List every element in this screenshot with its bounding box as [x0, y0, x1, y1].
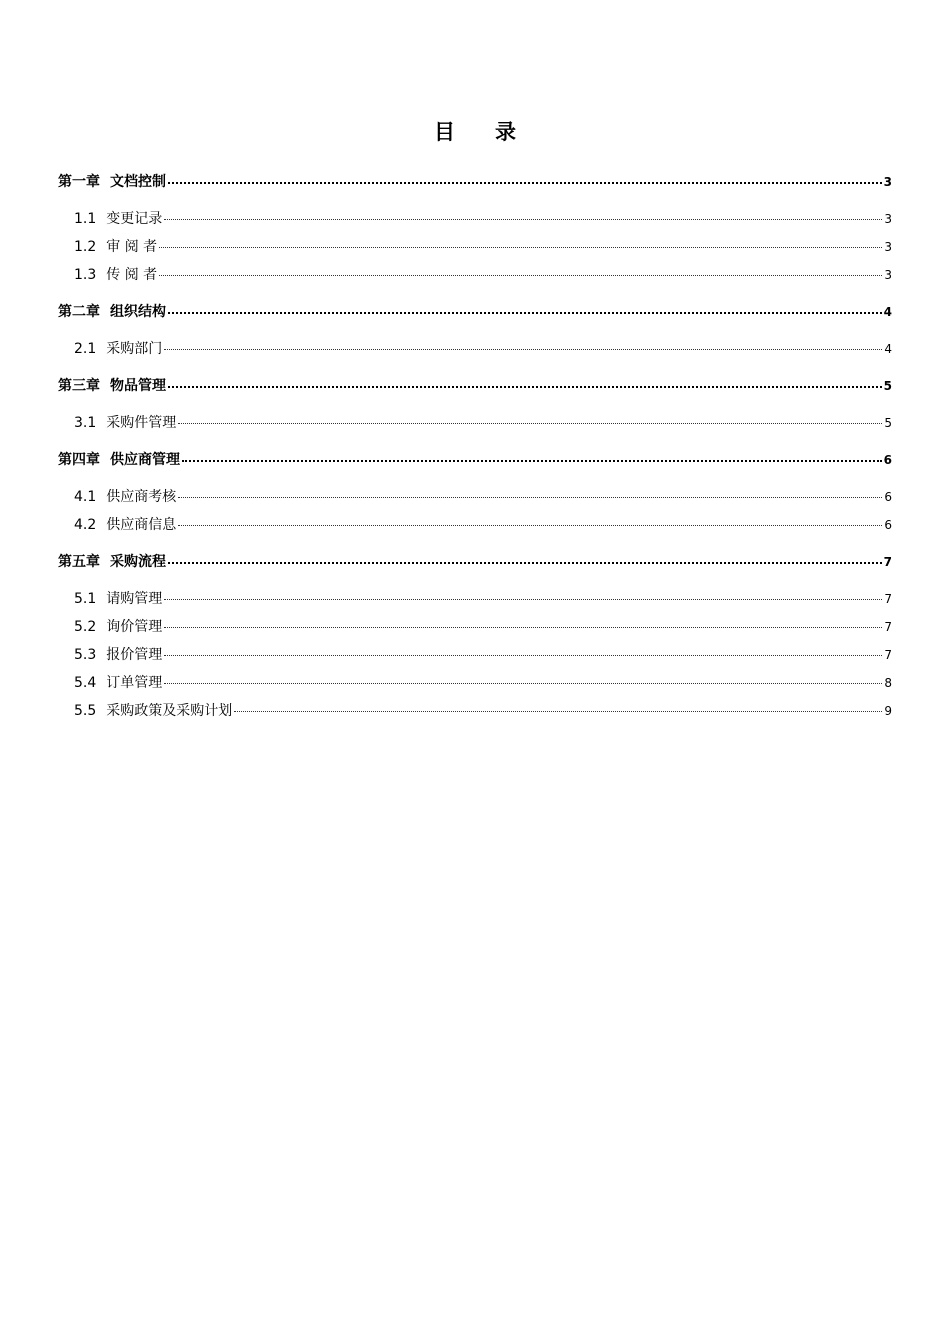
dot-leader — [168, 552, 882, 566]
toc-entry-number: 3.1 — [74, 415, 97, 431]
dot-leader — [178, 487, 882, 501]
dot-leader — [168, 172, 882, 186]
toc-entry-page-number: 6 — [883, 453, 892, 467]
toc-entry-number: 4.2 — [74, 517, 97, 533]
toc-entry-title: 报价管理 — [106, 647, 163, 663]
toc-entry-page-number: 3 — [884, 240, 892, 254]
toc-section-entry[interactable] — [58, 483, 892, 511]
toc-entry-number: 5.3 — [74, 647, 97, 663]
toc-entry-number: 5.4 — [74, 675, 97, 691]
toc-entry-number: 第五章 — [58, 554, 100, 570]
dot-leader — [234, 701, 882, 715]
toc-entry-title: 供应商考核 — [106, 489, 177, 505]
toc-title-char-1: 目 — [434, 120, 455, 144]
toc-entry-page-number: 4 — [883, 305, 892, 319]
toc-entry-page-number: 6 — [884, 518, 892, 532]
toc-section-entry[interactable] — [58, 335, 892, 363]
dot-leader — [168, 376, 882, 390]
toc-section-entry[interactable] — [58, 641, 892, 669]
toc-entry-number: 1.3 — [74, 267, 97, 283]
toc-entry-title: 供应商管理 — [110, 452, 180, 468]
dot-leader — [164, 589, 882, 603]
toc-title — [0, 116, 950, 146]
toc-entry-page-number: 7 — [884, 648, 892, 662]
toc-section-entry[interactable] — [58, 613, 892, 641]
toc-entry-number: 第四章 — [58, 452, 100, 468]
dot-leader — [159, 265, 882, 279]
toc-chapter-entry[interactable] — [58, 168, 892, 196]
toc-section-entry[interactable] — [58, 409, 892, 437]
toc-section-entry[interactable] — [58, 697, 892, 725]
toc-section-entry[interactable] — [58, 669, 892, 697]
toc-entry-number: 5.1 — [74, 591, 97, 607]
toc-chapter-entry[interactable] — [58, 548, 892, 576]
toc-section-entry[interactable] — [58, 585, 892, 613]
toc-entry-page-number: 8 — [884, 676, 892, 690]
toc-entry-number: 2.1 — [74, 341, 97, 357]
toc-entry-page-number: 6 — [884, 490, 892, 504]
toc-entry-page-number: 3 — [883, 175, 892, 189]
toc-entry-title: 采购部门 — [106, 341, 163, 357]
toc-entry-title: 请购管理 — [106, 591, 163, 607]
toc-entry-page-number: 7 — [884, 592, 892, 606]
toc-entry-number: 第三章 — [58, 378, 100, 394]
toc-entry-page-number: 7 — [883, 555, 892, 569]
toc-entry-number: 1.2 — [74, 239, 97, 255]
toc-title-char-2: 录 — [495, 120, 516, 144]
dot-leader — [164, 645, 882, 659]
toc-entry-page-number: 9 — [884, 704, 892, 718]
toc-entry-title: 变更记录 — [106, 211, 163, 227]
toc-entry-title: 文档控制 — [110, 174, 166, 190]
toc-entry-title: 供应商信息 — [106, 517, 177, 533]
toc-section-entry[interactable] — [58, 233, 892, 261]
toc-chapter-entry[interactable] — [58, 372, 892, 400]
toc-entry-page-number: 5 — [883, 379, 892, 393]
toc-entry-title: 组织结构 — [110, 304, 166, 320]
dot-leader — [168, 302, 882, 316]
toc-entry-title: 传 阅 者 — [106, 267, 158, 283]
toc-section-entry[interactable] — [58, 511, 892, 539]
toc-entry-page-number: 3 — [884, 212, 892, 226]
toc-entry-title: 询价管理 — [106, 619, 163, 635]
dot-leader — [182, 450, 882, 464]
toc-chapter-entry[interactable] — [58, 298, 892, 326]
dot-leader — [159, 237, 882, 251]
toc-entry-number: 1.1 — [74, 211, 97, 227]
toc-entry-number: 第一章 — [58, 174, 100, 190]
toc-entry-page-number: 7 — [884, 620, 892, 634]
toc-entry-page-number: 4 — [884, 342, 892, 356]
toc-entry-number: 5.5 — [74, 703, 97, 719]
toc-section-entry[interactable] — [58, 205, 892, 233]
dot-leader — [164, 617, 882, 631]
toc-entry-title: 采购政策及采购计划 — [106, 703, 233, 719]
dot-leader — [164, 209, 882, 223]
toc-entry-title: 采购流程 — [110, 554, 166, 570]
toc-chapter-entry[interactable] — [58, 446, 892, 474]
dot-leader — [178, 515, 882, 529]
dot-leader — [164, 673, 882, 687]
toc-entry-number: 4.1 — [74, 489, 97, 505]
dot-leader — [164, 339, 882, 353]
toc-entry-title: 订单管理 — [106, 675, 163, 691]
toc-entry-title: 采购件管理 — [106, 415, 177, 431]
toc-section-entry[interactable] — [58, 261, 892, 289]
toc-entry-page-number: 5 — [884, 416, 892, 430]
toc-list — [58, 168, 892, 725]
toc-entry-title: 物品管理 — [110, 378, 166, 394]
toc-entry-number: 5.2 — [74, 619, 97, 635]
toc-entry-page-number: 3 — [884, 268, 892, 282]
toc-entry-title: 审 阅 者 — [106, 239, 158, 255]
toc-entry-number: 第二章 — [58, 304, 100, 320]
dot-leader — [178, 413, 882, 427]
